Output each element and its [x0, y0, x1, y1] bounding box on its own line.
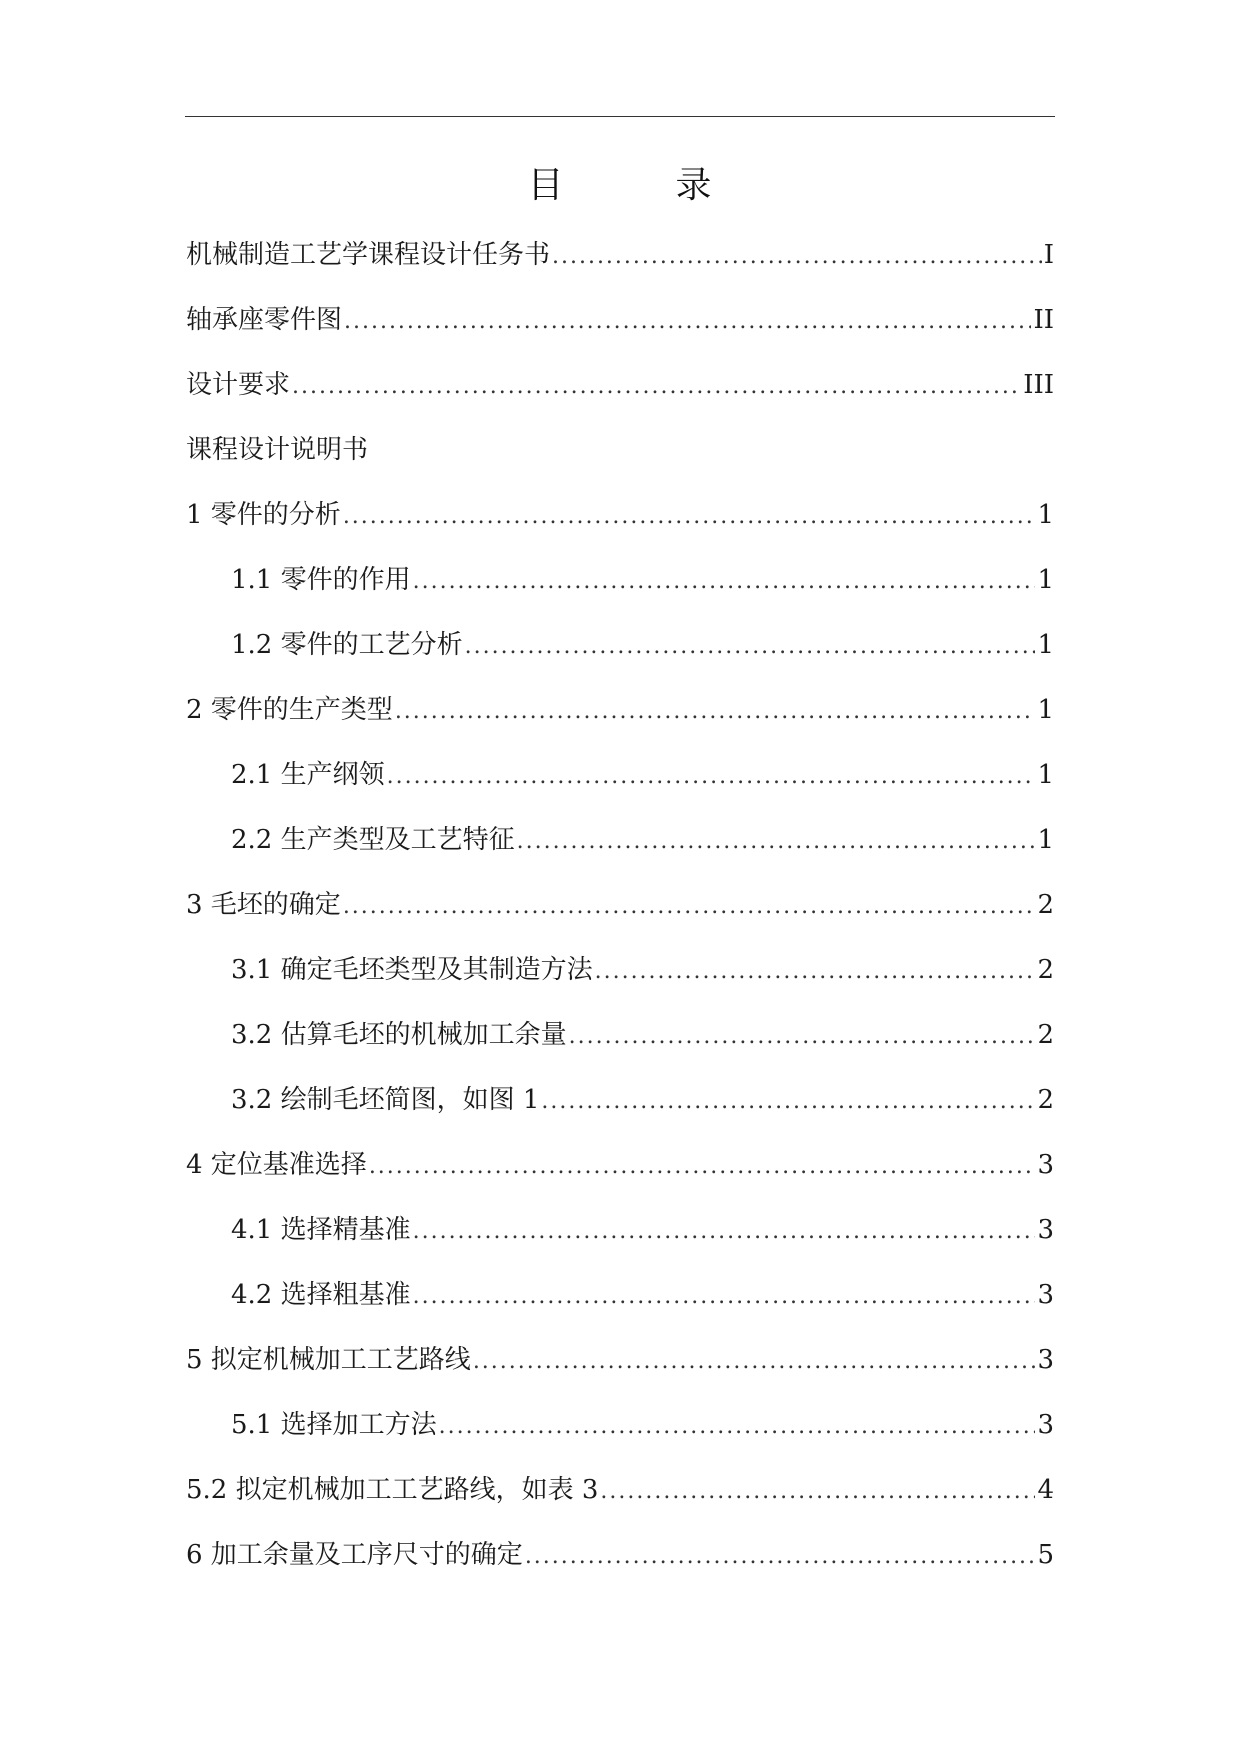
toc-entry-label: 1.2 零件的工艺分析	[231, 629, 463, 660]
toc-entry-page-number: I	[1043, 239, 1054, 270]
toc-entry-label: 1.1 零件的作用	[231, 564, 411, 595]
toc-entry[interactable]	[186, 1457, 1054, 1522]
toc-entry-label: 5.1 选择加工方法	[231, 1409, 437, 1440]
toc-entry-label: 机械制造工艺学课程设计任务书	[186, 239, 551, 270]
toc-dot-leader	[369, 1150, 1036, 1184]
toc-dot-leader	[552, 240, 1042, 274]
toc-entry[interactable]	[186, 1132, 1054, 1197]
toc-dot-leader	[465, 630, 1036, 664]
toc-entry-label: 2.2 生产类型及工艺特征	[231, 824, 515, 855]
toc-entry-page-number: 2	[1037, 889, 1054, 920]
toc-entry-page-number: III	[1023, 369, 1054, 400]
toc-entry-label: 设计要求	[186, 369, 291, 400]
toc-title: 目 录	[527, 165, 750, 206]
toc-entry-label: 3 毛坯的确定	[186, 889, 341, 920]
toc-dot-leader	[595, 955, 1036, 989]
toc-entry[interactable]	[186, 287, 1054, 352]
toc-entry-label: 轴承座零件图	[186, 304, 343, 335]
toc-entry-page-number: II	[1033, 304, 1054, 335]
toc-entry[interactable]	[186, 547, 1054, 612]
toc-entry-label: 4.2 选择粗基准	[231, 1279, 411, 1310]
toc-entry[interactable]	[186, 1392, 1054, 1457]
toc-entry-label: 6 加工余量及工序尺寸的确定	[186, 1539, 523, 1570]
toc-dot-leader	[439, 1410, 1036, 1444]
toc-dot-leader	[413, 1215, 1036, 1249]
toc-dot-leader	[395, 695, 1036, 729]
toc-entry-label: 2.1 生产纲领	[231, 759, 385, 790]
toc-entry[interactable]	[186, 352, 1054, 417]
toc-entry[interactable]	[186, 612, 1054, 677]
toc-entry-page-number: 1	[1037, 499, 1054, 530]
toc-entry-page-number: 3	[1037, 1279, 1054, 1310]
toc-entry[interactable]	[186, 872, 1054, 937]
toc-entry[interactable]	[186, 417, 1054, 482]
toc-dot-leader	[292, 370, 1021, 404]
toc-dot-leader	[569, 1020, 1036, 1054]
toc-entry-label: 3.2 估算毛坯的机械加工余量	[231, 1019, 567, 1050]
toc-entry[interactable]	[186, 807, 1054, 872]
toc-entry[interactable]	[186, 1002, 1054, 1067]
toc-entry-label: 5 拟定机械加工工艺路线	[186, 1344, 471, 1375]
toc-entry-page-number: 3	[1037, 1409, 1054, 1440]
toc-dot-leader	[413, 1280, 1036, 1314]
toc-entry-page-number: 1	[1037, 759, 1054, 790]
toc-dot-leader	[387, 760, 1036, 794]
toc-entry[interactable]	[186, 937, 1054, 1002]
toc-entry[interactable]	[186, 1262, 1054, 1327]
toc-entry[interactable]	[186, 1067, 1054, 1132]
toc-dot-leader	[541, 1085, 1035, 1119]
toc-entry-page-number: 1	[1037, 564, 1054, 595]
toc-dot-leader	[344, 305, 1031, 339]
toc-entry[interactable]	[186, 1327, 1054, 1392]
toc-entry-label: 1 零件的分析	[186, 499, 341, 530]
toc-dot-leader	[413, 565, 1036, 599]
toc-entry-label: 4 定位基准选择	[186, 1149, 367, 1180]
toc-entry[interactable]	[186, 1197, 1054, 1262]
toc-dot-leader	[525, 1540, 1036, 1574]
toc-entry-page-number: 3	[1037, 1344, 1054, 1375]
toc-entry-page-number: 2	[1037, 954, 1054, 985]
toc-entry-page-number: 1	[1037, 694, 1054, 725]
toc-entry-page-number: 1	[1037, 824, 1054, 855]
toc-dot-leader	[343, 890, 1036, 924]
toc-dot-leader	[343, 500, 1036, 534]
toc-entry[interactable]	[186, 222, 1054, 287]
toc-entry-label: 3.1 确定毛坯类型及其制造方法	[231, 954, 593, 985]
toc-entry-page-number: 2	[1037, 1084, 1054, 1115]
toc-entry-page-number: 4	[1037, 1474, 1054, 1505]
toc-entry[interactable]	[186, 742, 1054, 807]
toc-entry[interactable]	[186, 677, 1054, 742]
toc-entry-label: 课程设计说明书	[186, 434, 369, 465]
toc-entry-label: 4.1 选择精基准	[231, 1214, 411, 1245]
toc-entry-page-number: 5	[1037, 1539, 1054, 1570]
toc-entry-page-number: 3	[1037, 1149, 1054, 1180]
toc-entry-page-number: 3	[1037, 1214, 1054, 1245]
toc-entry-label: 2 零件的生产类型	[186, 694, 393, 725]
table-of-contents	[186, 222, 1054, 1587]
toc-entry[interactable]	[186, 482, 1054, 547]
toc-dot-leader	[473, 1345, 1036, 1379]
header-rule	[185, 116, 1055, 117]
toc-entry-label: 3.2 绘制毛坯简图，如图 1	[231, 1084, 540, 1115]
toc-entry[interactable]	[186, 1522, 1054, 1587]
toc-entry-page-number: 2	[1037, 1019, 1054, 1050]
toc-entry-page-number: 1	[1037, 629, 1054, 660]
toc-dot-leader	[517, 825, 1036, 859]
toc-entry-label: 5.2 拟定机械加工工艺路线，如表 3	[186, 1474, 599, 1505]
toc-dot-leader	[600, 1475, 1035, 1509]
